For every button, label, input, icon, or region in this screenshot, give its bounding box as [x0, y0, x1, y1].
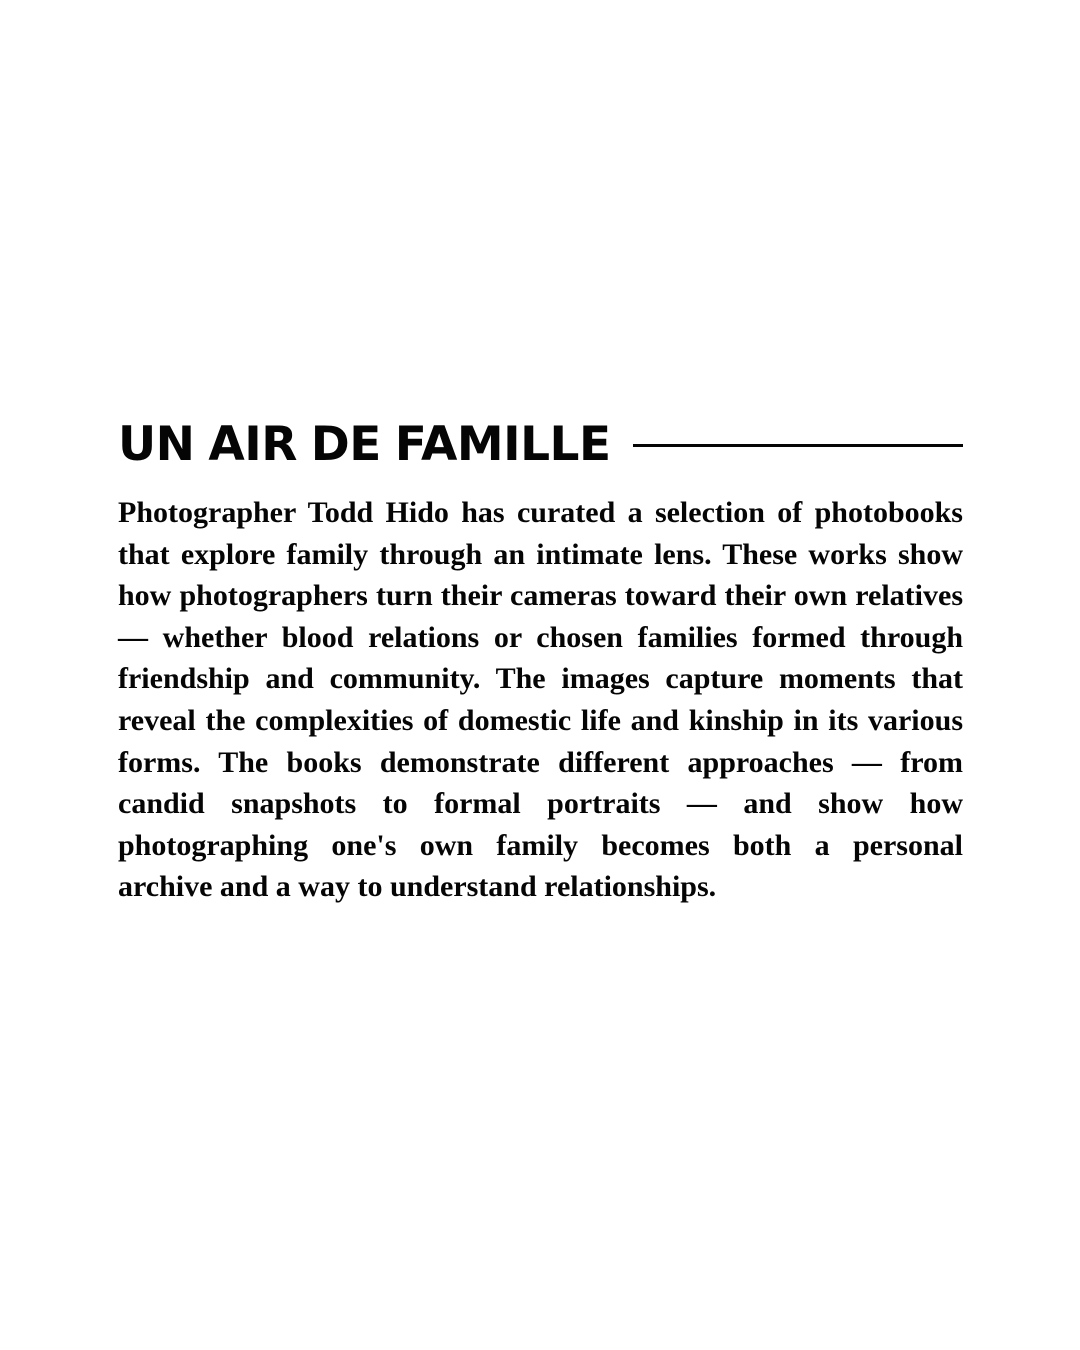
- paragraph-line: friendship and community. The images capture moments that: [118, 662, 963, 696]
- paragraph-line: how photographers turn their cameras toward their own relatives: [118, 579, 963, 613]
- article-body: [118, 492, 963, 908]
- paragraph-line: that explore family through an intimate lens. These works show: [118, 537, 963, 571]
- paragraph-line: photographing one's own family becomes both a personal: [118, 828, 963, 862]
- paragraph-line: — whether blood relations or chosen families formed through: [118, 620, 963, 654]
- header-rule: [633, 444, 963, 447]
- paragraph-line: forms. The books demonstrate different approaches — from: [118, 745, 963, 779]
- paragraph-line: reveal the complexities of domestic life and kinship in its various: [118, 703, 963, 737]
- paragraph-line: candid snapshots to formal portraits — and show how: [118, 787, 963, 821]
- paragraph-line: Photographer Todd Hido has curated a selection of photobooks: [118, 496, 963, 529]
- article-header: [118, 417, 963, 472]
- article-title: UN AIR DE FAMILLE: [118, 417, 611, 472]
- paragraph-line: archive and a way to understand relationships.: [118, 870, 717, 904]
